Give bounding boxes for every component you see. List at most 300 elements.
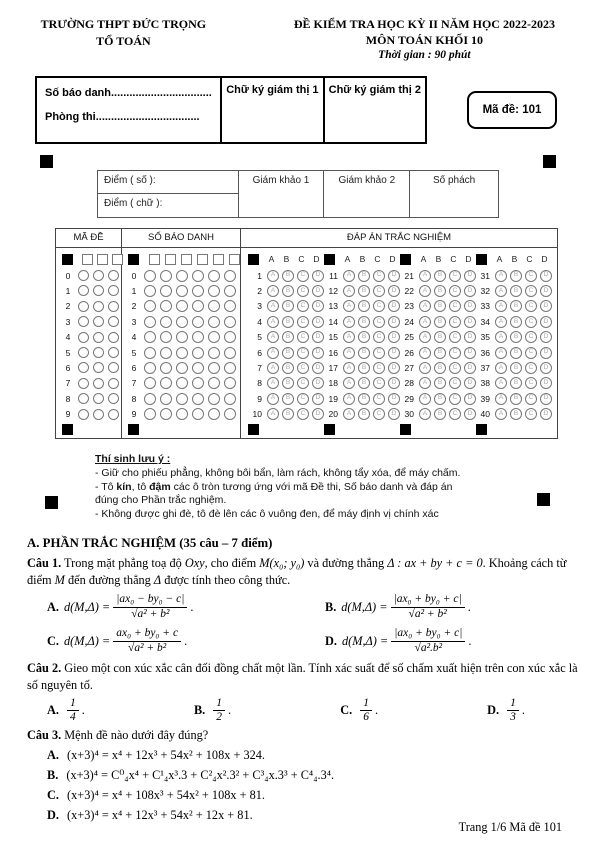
answer-bubble: D <box>388 408 400 420</box>
answer-bubble: B <box>358 285 370 297</box>
digit-bubble <box>144 377 156 389</box>
q1-option <box>325 625 583 658</box>
answer-bubble: A <box>343 270 355 282</box>
answer-row <box>400 345 476 360</box>
registration-mark <box>537 493 550 506</box>
document-header <box>0 0 602 64</box>
answer-bubble: B <box>282 393 294 405</box>
radicand: a² + b² <box>134 641 167 654</box>
option-label: A. <box>47 748 63 763</box>
answer-row <box>476 299 552 314</box>
answer-row <box>476 314 552 329</box>
q1-text-segment: Δ : ax + by + c = 0 <box>387 555 483 570</box>
option-end: . <box>81 703 85 718</box>
choice-letter: D <box>389 254 396 265</box>
choice-letter: C <box>450 254 457 265</box>
numerator: ax₀ + by₀ + c <box>113 627 181 642</box>
question-number: 14 <box>328 316 338 327</box>
answer-bubble: C <box>297 408 309 420</box>
option-formula: (x+3)⁴ = C⁰₄x⁴ + C¹₄x³.3 + C²₄x².3² + C³₄x.3³ + C⁴₄.3⁴. <box>66 768 335 783</box>
option-end: . <box>374 703 379 718</box>
answer-bubble: B <box>434 285 446 297</box>
row-digit: 7 <box>131 378 137 389</box>
answer-bubble: B <box>282 316 294 328</box>
q3-text: Mệnh đề nào dưới đây đúng? <box>64 728 209 743</box>
question-number: 1 <box>257 270 262 281</box>
registration-mark <box>40 155 53 168</box>
answer-bubble: D <box>540 316 552 328</box>
header-school-block <box>0 16 247 64</box>
q2-label: Câu 2. <box>27 660 62 675</box>
choice-letter: C <box>526 254 533 265</box>
question-number: 13 <box>328 301 338 312</box>
option-end: . <box>227 703 232 718</box>
question-2 <box>27 660 583 694</box>
digit-bubble <box>93 378 104 389</box>
question-number: 3 <box>257 301 262 312</box>
answer-bubble: C <box>373 316 385 328</box>
answer-bubble: A <box>419 347 431 359</box>
marker-row-bottom <box>324 422 400 438</box>
answer-bubble: C <box>297 316 309 328</box>
answer-bubble: C <box>373 270 385 282</box>
question-number: 9 <box>257 393 262 404</box>
answer-bubble: B <box>434 377 446 389</box>
answer-row <box>324 376 400 391</box>
answer-row <box>400 376 476 391</box>
question-number: 17 <box>328 362 338 373</box>
answer-bubble: C <box>525 270 537 282</box>
answer-bubble: D <box>388 347 400 359</box>
answer-bubble: B <box>510 331 522 343</box>
digit-bubble <box>176 393 188 405</box>
notice-title: Thí sinh lưu ý : <box>95 452 171 465</box>
answer-bubble: D <box>464 300 476 312</box>
score-cells <box>98 171 239 217</box>
notice-text: đậm <box>149 480 171 493</box>
question-number: 37 <box>480 362 490 373</box>
digit-bubble <box>208 285 220 297</box>
answer-bubble: A <box>343 285 355 297</box>
answer-bubble: D <box>312 300 324 312</box>
answer-bubble: A <box>267 377 279 389</box>
answer-row <box>248 314 324 329</box>
answer-bubble: A <box>267 300 279 312</box>
denominator <box>391 608 465 622</box>
option-end: . <box>468 633 472 648</box>
answer-bubble: B <box>358 408 370 420</box>
digit-bubble <box>224 393 236 405</box>
answer-row <box>476 329 552 344</box>
formula-lhs: d(M,Δ) = <box>341 599 388 614</box>
answer-bubble: B <box>510 393 522 405</box>
marker-row <box>128 251 240 268</box>
answer-bubble: D <box>388 393 400 405</box>
registration-square <box>62 424 73 435</box>
choice-letter: B <box>283 254 290 265</box>
exam-code-column <box>56 229 122 438</box>
digit-bubble <box>160 285 172 297</box>
registration-square <box>476 424 487 435</box>
digit-bubble <box>93 301 104 312</box>
registration-square <box>248 254 259 265</box>
q2-option <box>47 697 85 726</box>
option-formula: (x+3)⁴ = x⁴ + 12x³ + 54x² + 108x + 324. <box>67 748 265 763</box>
digit-bubble <box>224 270 236 282</box>
digit-bubble <box>93 316 104 327</box>
notice-text: các ô tròn tương ứng với mã Đề thi, Số báo danh và đáp án đúng cho Phần trắc nghiệm. <box>95 480 453 507</box>
fraction <box>67 697 79 726</box>
row-digit: 2 <box>65 301 71 312</box>
digit-bubble <box>208 377 220 389</box>
answer-bubble: C <box>525 393 537 405</box>
registration-square <box>128 424 139 435</box>
answer-bubble: A <box>419 285 431 297</box>
digit-bubble <box>176 331 188 343</box>
q2-options <box>27 697 525 726</box>
numerator: |ax₀ + by₀ + c| <box>391 627 465 642</box>
digit-row <box>128 329 240 344</box>
ma-de-body <box>56 248 121 438</box>
answer-bubble: D <box>388 377 400 389</box>
answer-bubble: C <box>449 300 461 312</box>
question-number: 32 <box>480 285 490 296</box>
answer-bubble: B <box>282 300 294 312</box>
q1-text-segment: Δ <box>153 572 162 587</box>
question-number: 39 <box>480 393 490 404</box>
digit-bubble <box>144 300 156 312</box>
question-number: 23 <box>404 301 414 312</box>
digit-bubble <box>192 316 204 328</box>
answer-bubble: A <box>495 331 507 343</box>
answer-bubble: B <box>358 377 370 389</box>
answer-bubble: B <box>358 347 370 359</box>
answer-bubble: C <box>449 408 461 420</box>
row-digit: 6 <box>131 362 137 373</box>
answers-column-header: ĐÁP ÁN TRẮC NGHIỆM <box>241 229 557 248</box>
option-label: D. <box>325 633 337 648</box>
choice-letter: A <box>268 254 275 265</box>
answer-bubble: D <box>540 285 552 297</box>
row-digit: 5 <box>131 347 137 358</box>
answer-bubble: A <box>419 362 431 374</box>
blank-square <box>213 254 224 265</box>
answers-column <box>241 229 557 438</box>
denominator: 4 <box>69 711 76 724</box>
answer-bubble: C <box>525 300 537 312</box>
grading-table <box>97 170 499 218</box>
answer-bubble: B <box>282 347 294 359</box>
answer-bubble: B <box>434 331 446 343</box>
answer-bubble: D <box>464 331 476 343</box>
digit-bubble <box>176 362 188 374</box>
digit-row <box>128 376 240 391</box>
question-number: 22 <box>404 285 414 296</box>
question-number: 29 <box>404 393 414 404</box>
digit-row <box>62 268 121 283</box>
answer-row <box>476 376 552 391</box>
answer-bubble: A <box>495 408 507 420</box>
answer-bubble: C <box>373 393 385 405</box>
denominator <box>113 642 181 656</box>
notice-lines <box>95 467 463 522</box>
row-digit: 1 <box>131 285 137 296</box>
answer-bubble: D <box>388 300 400 312</box>
answer-bubble: B <box>282 377 294 389</box>
row-digit: 3 <box>131 316 137 327</box>
answer-bubble: B <box>510 300 522 312</box>
digit-bubble <box>78 270 89 281</box>
numerator: 1 <box>360 697 372 712</box>
answer-bubble: B <box>434 347 446 359</box>
answer-bubble: D <box>540 270 552 282</box>
digit-bubble <box>93 270 104 281</box>
candidate-info-table <box>35 76 427 144</box>
choice-letter: A <box>496 254 503 265</box>
registration-square <box>400 424 411 435</box>
answer-bubble: C <box>449 377 461 389</box>
choice-letter: D <box>465 254 472 265</box>
answer-bubble: C <box>525 316 537 328</box>
answer-bubble: B <box>358 316 370 328</box>
answer-bubble: D <box>312 362 324 374</box>
digit-bubble <box>78 393 89 404</box>
row-digit: 9 <box>131 409 137 420</box>
digit-bubble <box>108 347 119 358</box>
answer-bubble: D <box>388 285 400 297</box>
digit-row <box>62 299 121 314</box>
radical-sign: √ <box>131 607 138 620</box>
digit-bubble <box>208 347 220 359</box>
digit-bubble <box>144 408 156 420</box>
row-digit: 2 <box>131 301 137 312</box>
answer-bubble: B <box>434 408 446 420</box>
answer-bubble: A <box>343 377 355 389</box>
digit-bubble <box>176 270 188 282</box>
q1-text-segment: M(x₀; y₀) <box>259 555 305 570</box>
answer-row <box>248 360 324 375</box>
fraction <box>213 697 225 726</box>
digit-bubble <box>176 285 188 297</box>
digit-bubble <box>176 347 188 359</box>
question-number: 38 <box>480 378 490 389</box>
answer-bubble: A <box>343 408 355 420</box>
answer-bubble: A <box>343 300 355 312</box>
denominator <box>113 608 187 622</box>
digit-bubble <box>224 285 236 297</box>
digit-bubble <box>78 347 89 358</box>
answer-row <box>248 406 324 421</box>
digit-bubble <box>192 393 204 405</box>
row-digit: 8 <box>65 393 71 404</box>
q2-text: Gieo một con xúc xắc cân đối đồng chất một lần. Tính xác suất để số chấm xuất hiện trên con xúc xắc là số nguyên tố. <box>27 660 578 692</box>
q3-label: Câu 3. <box>27 728 62 743</box>
q1-text-segment: đến đường thẳng <box>64 572 154 587</box>
score-words-label: Điểm ( chữ ): <box>104 198 163 210</box>
answer-bubble: A <box>419 300 431 312</box>
answer-bubble: C <box>449 362 461 374</box>
row-digit: 0 <box>65 270 71 281</box>
answer-bubble: A <box>495 285 507 297</box>
digit-bubble <box>224 316 236 328</box>
digit-bubble <box>108 270 119 281</box>
digit-row <box>128 268 240 283</box>
question-number: 31 <box>480 270 490 281</box>
answer-bubble: A <box>267 316 279 328</box>
question-number: 8 <box>257 378 262 389</box>
digit-bubble <box>176 316 188 328</box>
radicand: a².b² <box>420 641 443 654</box>
choice-letter: B <box>435 254 442 265</box>
numerator: 1 <box>507 697 519 712</box>
digit-bubble <box>108 378 119 389</box>
digit-bubble <box>78 285 89 296</box>
department-name: TỔ TOÁN <box>96 33 151 48</box>
fraction <box>391 593 465 622</box>
answer-bubble: D <box>464 362 476 374</box>
answer-row <box>324 329 400 344</box>
question-number: 20 <box>328 409 338 420</box>
radicand: a² + b² <box>137 607 170 620</box>
digit-bubble <box>144 331 156 343</box>
digit-bubble <box>93 393 104 404</box>
answer-row <box>400 283 476 298</box>
answer-bubble: B <box>358 300 370 312</box>
question-number: 11 <box>329 270 338 281</box>
question-number: 40 <box>480 409 490 420</box>
examiner2-cell: Giám khảo 2 <box>324 171 410 217</box>
question-number: 15 <box>328 332 338 343</box>
registration-square <box>62 254 73 265</box>
answer-bubble: B <box>434 362 446 374</box>
answer-bubble: A <box>419 408 431 420</box>
answer-bubble: C <box>525 331 537 343</box>
answer-row <box>324 406 400 421</box>
answer-bubble: A <box>419 393 431 405</box>
answer-bubble: C <box>373 285 385 297</box>
digit-bubble <box>176 377 188 389</box>
digit-bubble <box>160 362 172 374</box>
question-number: 6 <box>257 347 262 358</box>
digit-bubble <box>192 408 204 420</box>
answer-bubble: C <box>373 300 385 312</box>
digit-row <box>62 329 121 344</box>
digit-bubble <box>208 331 220 343</box>
q1-option <box>325 591 583 624</box>
marker-row-bottom <box>248 422 324 438</box>
q1-text-segment: , cho điểm <box>204 555 260 570</box>
choice-letter: C <box>374 254 381 265</box>
registration-square <box>324 254 335 265</box>
blank-square <box>149 254 160 265</box>
q3-option <box>47 766 583 786</box>
question-number: 12 <box>328 285 338 296</box>
answer-bubble: A <box>267 393 279 405</box>
registration-mark <box>45 496 58 509</box>
registration-square <box>248 424 259 435</box>
question-number: 36 <box>480 347 490 358</box>
digit-bubble <box>224 362 236 374</box>
answer-bubble: B <box>282 362 294 374</box>
q1-text-segment: . Khoảng cách từ điểm <box>27 555 567 587</box>
answer-bubble: C <box>297 270 309 282</box>
digit-row <box>62 391 121 406</box>
denominator <box>391 642 465 656</box>
answer-row <box>476 345 552 360</box>
digit-bubble <box>78 316 89 327</box>
blank-square <box>165 254 176 265</box>
answer-bubble: D <box>464 347 476 359</box>
answer-bubble: C <box>297 362 309 374</box>
answer-bubble: B <box>434 270 446 282</box>
digit-bubble <box>144 316 156 328</box>
row-digit: 4 <box>131 332 137 343</box>
fraction <box>391 627 465 656</box>
answer-bubble: A <box>495 300 507 312</box>
answer-bubble: D <box>312 377 324 389</box>
answer-bubble: A <box>495 377 507 389</box>
choice-letter: B <box>359 254 366 265</box>
answer-bubble: C <box>449 285 461 297</box>
digit-bubble <box>224 331 236 343</box>
answer-bubble: C <box>449 331 461 343</box>
answer-bubble: D <box>540 347 552 359</box>
answer-bubble: B <box>282 331 294 343</box>
exam-subject: MÔN TOÁN KHỐI 10 <box>365 33 484 48</box>
q1-text-segment: và đường thẳng <box>304 555 388 570</box>
q3-option <box>47 786 583 806</box>
answer-bubble: C <box>525 408 537 420</box>
answer-bubble: A <box>419 331 431 343</box>
answer-row <box>400 314 476 329</box>
school-name: TRƯỜNG THPT ĐỨC TRỌNG <box>40 17 207 31</box>
question-number: 27 <box>404 362 414 373</box>
answer-group-header <box>400 251 476 268</box>
option-label: D. <box>487 703 500 718</box>
denominator: 2 <box>216 711 222 724</box>
answer-bubble: A <box>343 316 355 328</box>
q2-option <box>487 697 525 726</box>
answer-bubble: C <box>297 285 309 297</box>
answer-bubble: C <box>525 377 537 389</box>
answer-bubble: D <box>388 362 400 374</box>
radical-sign: √ <box>128 641 135 654</box>
answer-bubble: D <box>464 408 476 420</box>
exam-duration: Thời gian : 90 phút <box>378 49 471 62</box>
digit-bubble <box>192 300 204 312</box>
answer-bubble: B <box>434 300 446 312</box>
q2-option <box>194 697 231 726</box>
formula-lhs: d(M,Δ) = <box>63 599 111 614</box>
answer-bubble: C <box>525 285 537 297</box>
answer-bubble: D <box>540 362 552 374</box>
so-bao-danh-body <box>122 248 240 438</box>
answer-bubble: B <box>510 316 522 328</box>
digit-row <box>62 406 121 421</box>
row-digit: 6 <box>65 362 71 373</box>
answer-bubble: A <box>495 316 507 328</box>
option-label: A. <box>47 599 59 614</box>
registration-mark <box>543 155 556 168</box>
answer-bubble: C <box>373 347 385 359</box>
q3-options <box>27 746 583 826</box>
answer-bubble: D <box>540 331 552 343</box>
choice-letter: C <box>298 254 305 265</box>
choice-letter: A <box>420 254 427 265</box>
digit-bubble <box>108 393 119 404</box>
answer-row <box>400 360 476 375</box>
answer-bubble: A <box>343 393 355 405</box>
